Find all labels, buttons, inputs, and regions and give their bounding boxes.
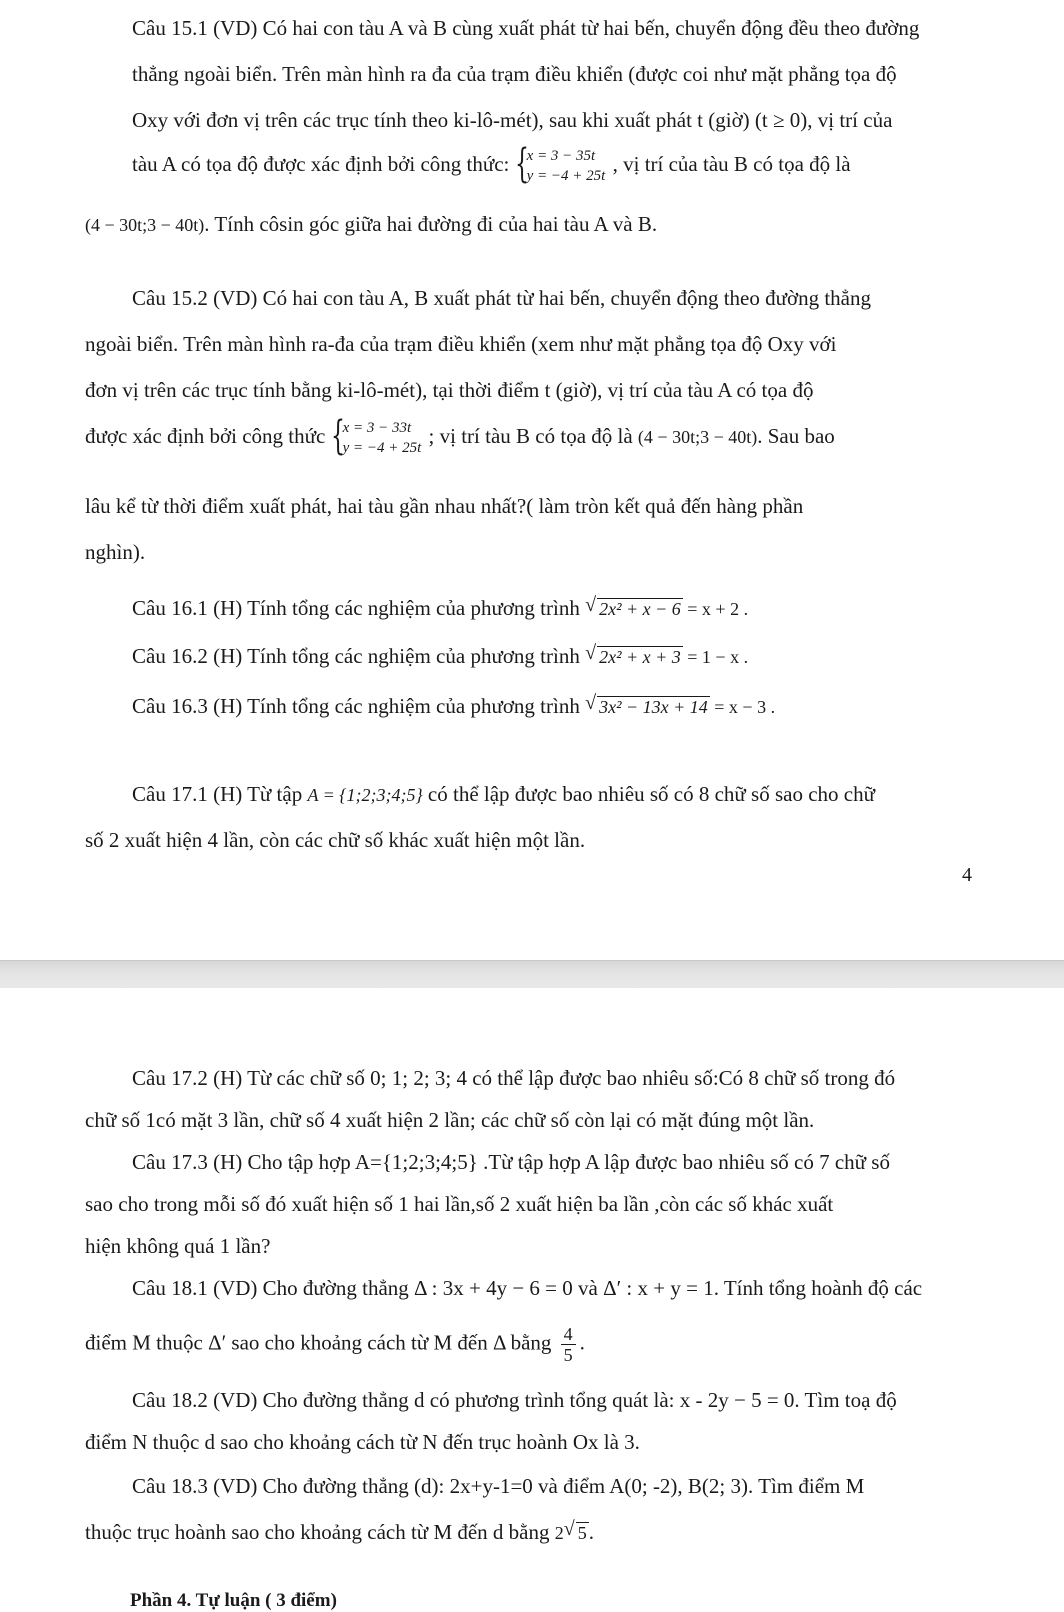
q17-2-line-1: Câu 17.2 (H) Từ các chữ số 0; 1; 2; 3; 4 có thể lập được bao nhiêu số:Có 8 chữ số trong đó bbox=[132, 1066, 896, 1090]
q15-1-line-4-text: tàu A có tọa độ được xác định bởi công thức: bbox=[132, 151, 510, 176]
q18-1-fraction-denominator: 5 bbox=[563, 1345, 573, 1365]
q16-3-radicand: 3x² − 13x + 14 bbox=[599, 697, 708, 717]
q16-3 bbox=[132, 694, 775, 719]
q15-1-line-1: Câu 15.1 (VD) Có hai con tàu A và B cùng xuất phát từ hai bến, chuyển động đều theo đường bbox=[132, 16, 920, 40]
q16-1-rhs: = x + 2 . bbox=[682, 599, 749, 619]
page-separator bbox=[0, 960, 1064, 989]
q16-1-sqrt: √ 2x² + x − 6 bbox=[585, 594, 681, 619]
q15-1-line-3: Oxy với đơn vị trên các trục tính theo ki-lô-mét), sau khi xuất phát t (giờ) (t ≥ 0), vị trí của bbox=[132, 108, 893, 132]
q16-3-rhs: = x − 3 . bbox=[709, 697, 776, 717]
q17-2-line-2: chữ số 1có mặt 3 lần, chữ số 4 xuất hiện 2 lần; các chữ số còn lại có mặt đúng một lần. bbox=[85, 1108, 815, 1132]
q15-2-line-2: ngoài biển. Trên màn hình ra-đa của trạm điều khiển (xem như mặt phẳng tọa độ Oxy với bbox=[85, 332, 837, 356]
q17-3-line-3: hiện không quá 1 lần? bbox=[85, 1234, 271, 1258]
q18-1-line-1: Câu 18.1 (VD) Cho đường thẳng Δ : 3x + 4y − 6 = 0 và Δ′ : x + y = 1. Tính tổng hoành độ các bbox=[132, 1276, 923, 1300]
q18-1-line-2-text: điểm M thuộc Δ′ sao cho khoảng cách từ M đến Δ bằng bbox=[85, 1330, 552, 1355]
q18-2-line-2: điểm N thuộc d sao cho khoảng cách từ N đến trục hoành Ox là 3. bbox=[85, 1430, 640, 1454]
q16-2-text: Câu 16.2 (H) Tính tổng các nghiệm của phương trình bbox=[132, 644, 580, 668]
q18-1-fraction bbox=[561, 1324, 576, 1365]
q15-1-line-4-tail: , vị trí của tàu B có tọa độ là bbox=[612, 151, 851, 176]
q17-3-line-1: Câu 17.3 (H) Cho tập hợp A={1;2;3;4;5} .Từ tập hợp A lập được bao nhiêu số có 7 chữ số bbox=[132, 1150, 890, 1174]
q15-1-line-2: thẳng ngoài biển. Trên màn hình ra đa của trạm điều khiển (được coi như mặt phẳng tọa độ bbox=[132, 62, 897, 86]
q17-1-line-2: số 2 xuất hiện 4 lần, còn các chữ số khác xuất hiện một lần. bbox=[85, 828, 586, 852]
q18-3-sqrt: √ 5 bbox=[563, 1518, 587, 1543]
q18-3-line-2 bbox=[85, 1520, 594, 1545]
q15-2-eq-y: y = −4 + 25t bbox=[342, 440, 422, 456]
q16-3-text: Câu 16.3 (H) Tính tổng các nghiệm của phương trình bbox=[132, 694, 580, 718]
q17-3-line-2: sao cho trong mỗi số đó xuất hiện số 1 hai lần,số 2 xuất hiện ba lần ,còn các số khác xuất bbox=[85, 1192, 834, 1216]
q15-1-line-5 bbox=[85, 212, 657, 237]
q15-1-equation-system: { x = 3 − 35t y = −4 + 25t bbox=[514, 141, 606, 187]
q15-2-line-5: lâu kể từ thời điểm xuất phát, hai tàu gần nhau nhất?( làm tròn kết quả đến hàng phần bbox=[85, 494, 804, 518]
q15-2-line-6: nghìn). bbox=[85, 540, 146, 564]
q18-1-line-2 bbox=[85, 1324, 585, 1365]
q18-1-line-2-tail: . bbox=[579, 1330, 585, 1355]
q15-2-line-4 bbox=[85, 413, 835, 459]
q17-1-line-1-text: Câu 17.1 (H) Từ tập bbox=[132, 782, 303, 806]
q16-2-rhs: = 1 − x . bbox=[682, 647, 749, 667]
q15-2-coord-b: (4 − 30t;3 − 40t) bbox=[637, 426, 758, 447]
q16-2-sqrt: √ 2x² + x + 3 bbox=[585, 642, 681, 667]
q18-2-line-1: Câu 18.2 (VD) Cho đường thẳng d có phương trình tổng quát là: x - 2y − 5 = 0. Tìm toạ độ bbox=[132, 1388, 897, 1412]
section-heading-cut-off: Phần 4. Tự luận ( 3 điểm) bbox=[130, 1590, 337, 1611]
q18-3-line-1: Câu 18.3 (VD) Cho đường thẳng (d): 2x+y-1=0 và điểm A(0; -2), B(2; 3). Tìm điểm M bbox=[132, 1474, 865, 1498]
q16-1 bbox=[132, 596, 748, 621]
q15-1-coord-b: (4 − 30t;3 − 40t) bbox=[85, 215, 205, 235]
q15-2-line-1: Câu 15.2 (VD) Có hai con tàu A, B xuất phát từ hai bến, chuyển động theo đường thẳng bbox=[132, 286, 871, 310]
q15-2-line-4-mid: ; vị trí tàu B có tọa độ là bbox=[428, 423, 633, 448]
q16-2-radicand: 2x² + x + 3 bbox=[599, 647, 681, 667]
q17-1-line-1 bbox=[132, 782, 875, 807]
q15-2-equation-system: { x = 3 − 33t y = −4 + 25t bbox=[330, 413, 422, 459]
q18-1-fraction-numerator: 4 bbox=[561, 1324, 576, 1345]
q15-1-eq-y: y = −4 + 25t bbox=[526, 168, 606, 184]
q15-1-eq-x: x = 3 − 35t bbox=[526, 148, 596, 164]
q15-2-eq-x: x = 3 − 33t bbox=[342, 420, 412, 436]
q15-2-line-3: đơn vị trên các trục tính bằng ki-lô-mét), tại thời điểm t (giờ), vị trí của tàu A có tọa độ bbox=[85, 378, 814, 402]
q16-1-text: Câu 16.1 (H) Tính tổng các nghiệm của phương trình bbox=[132, 596, 580, 620]
q18-3-radicand: 5 bbox=[577, 1523, 587, 1543]
q15-1-line-4 bbox=[132, 141, 851, 187]
q15-1-line-5-text: . Tính côsin góc giữa hai đường đi của hai tàu A và B. bbox=[204, 212, 658, 236]
q15-2-line-4-text: được xác định bởi công thức bbox=[85, 423, 326, 448]
q16-3-sqrt: √ 3x² − 13x + 14 bbox=[585, 692, 708, 717]
q16-1-radicand: 2x² + x − 6 bbox=[599, 599, 681, 619]
q18-3-line-2-text: thuộc trục hoành sao cho khoảng cách từ M đến d bằng bbox=[85, 1520, 550, 1544]
q17-1-line-1-tail: có thể lập được bao nhiêu số có 8 chữ số sao cho chữ bbox=[427, 782, 875, 806]
q18-3-line-2-tail: . bbox=[588, 1520, 595, 1544]
q15-2-line-4-tail: . Sau bao bbox=[757, 423, 835, 448]
q18-3-sqrt-coef: 2 bbox=[554, 1523, 564, 1543]
page-number: 4 bbox=[962, 864, 972, 886]
q17-1-set: A = {1;2;3;4;5} bbox=[307, 785, 423, 805]
q16-2 bbox=[132, 644, 748, 669]
